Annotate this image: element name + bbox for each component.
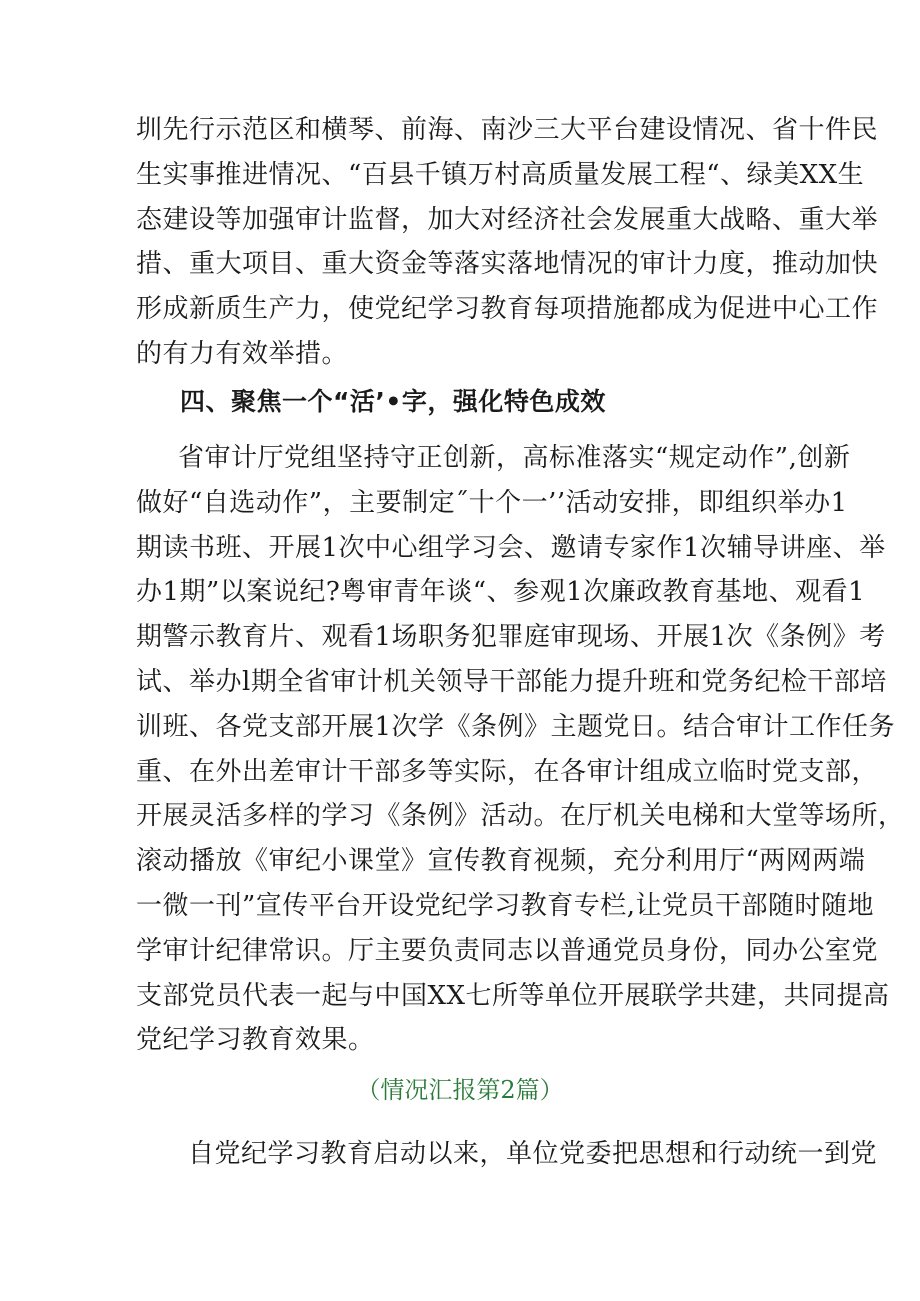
paragraph-3 [136,1132,878,1177]
paragraph-1-line-1: 圳先行示范区和横琴、前海、南沙三大平台建设情况、省十件民 [136,115,879,145]
paragraph-1 [136,108,879,377]
paragraph-2-line-9: 开展灵活多样的学习《条例》活动。在厅机关电梯和大堂等场所， [136,801,905,832]
paragraph-2 [136,436,905,1063]
paragraph-2-line-10: 滚动播放《审纪小课堂》宣传教育视频，充分利用厅“两网两端 [136,846,866,877]
section-heading: 四、聚焦一个“活’•字，强化特色成效 [180,387,606,416]
paragraph-2-line-3: 期读书班、开展1次中心组学习会、邀请专家作1次辅导讲座、举 [136,532,886,563]
paragraph-2-line-4: 办1期”以案说纪?粤审青年谈“、参观1次廉政教育基地、观看1 [136,577,866,608]
paragraph-2-line-2: 做好“自选动作”，主要制定˝十个一’’活动安排，即组织举办1 [136,487,848,518]
paragraph-1-line-6: 的有力有效举措。 [136,338,349,369]
paragraph-2-line-14: 党纪学习教育效果。 [136,1025,375,1056]
paragraph-3-line-1: 自党纪学习教育启动以来，单位党委把思想和行动统一到党 [188,1139,878,1169]
paragraph-1-line-3: 态建设等加强审计监督，加大对经济社会发展重大战略、重大举 [136,204,879,235]
paragraph-2-line-1: 省审计厅党组坚持守正创新，高标准落实“规定动作”,创新 [178,443,851,473]
paragraph-1-line-4: 措、重大项目、重大资金等落实落地情况的审计力度，推动加快 [136,249,879,280]
paragraph-2-line-12: 学审计纪律常识。厅主要负责同志以普通党员身份，同办公室党 [136,935,879,966]
paragraph-2-line-7: 训班、各党支部开展1次学《条例》主题党日。结合审计工作任务 [136,711,896,742]
paragraph-2-line-5: 期警示教育片、观看1场职务犯罪庭审现场、开展1次《条例》考 [136,622,886,653]
paragraph-1-line-5: 形成新质生产力，使党纪学习教育每项措施都成为促进中心工作 [136,294,879,325]
paragraph-2-line-8: 重、在外出差审计干部多等实际，在各审计组成立临时党支部， [136,756,879,787]
paragraph-2-line-6: 试、举办l期全省审计机关领导干部能力提升班和党务纪检干部培 [136,666,887,697]
paragraph-2-line-11: 一微一刊”宣传平台开设党纪学习教育专栏,让党员干部随时随地 [136,890,875,921]
paragraph-1-line-2: 生实事推进情况、“百县千镇万村高质量发展工程“、绿美XX生 [136,159,865,190]
paragraph-2-line-13: 支部党员代表一起与中国XX七所等单位开展联学共建，共同提高 [136,980,890,1011]
section-label: （情况汇报第2篇） [356,1076,564,1104]
